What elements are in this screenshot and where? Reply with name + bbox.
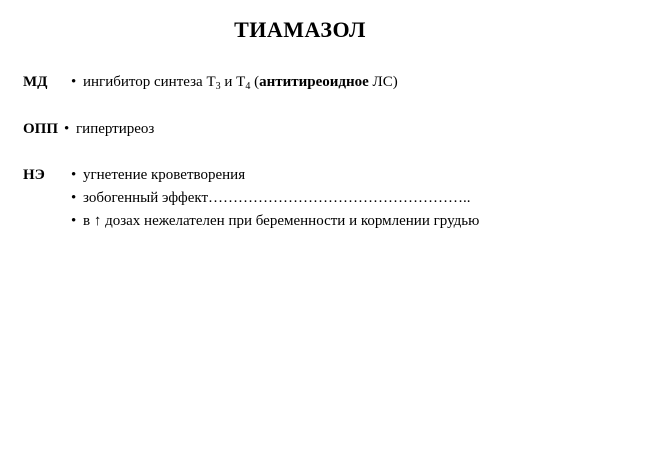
section-label-opp: ОПП [23, 121, 59, 137]
bullet-icon: • [71, 213, 77, 229]
ne-list [71, 164, 479, 233]
md-item-prefix: ингибитор синтеза Т [83, 74, 216, 90]
list-item [64, 118, 154, 141]
bullet-icon: • [71, 167, 77, 183]
page-title: ТИАМАЗОЛ [234, 17, 366, 42]
bullet-icon: • [71, 190, 77, 206]
ne-item-text: зобогенный эффект…………………………………………….. [83, 190, 471, 206]
md-item-and: и Т [220, 74, 246, 90]
list-item [71, 71, 398, 94]
md-item-suffix: ЛС) [368, 74, 398, 90]
opp-list [64, 118, 154, 141]
subscript-3: 3 [215, 81, 221, 92]
section-label-md: МД [23, 74, 48, 90]
md-item-text [83, 71, 398, 94]
bullet-icon: • [64, 121, 70, 137]
md-list [71, 71, 398, 94]
ne-item-text: угнетение кроветворения [83, 167, 246, 183]
list-item [71, 187, 479, 210]
section-md [23, 71, 623, 94]
bullet-icon: • [71, 74, 77, 90]
md-item-bold-word: антитиреоидное [259, 74, 369, 90]
section-opp [23, 118, 623, 141]
list-item [71, 210, 479, 233]
ne-item-text: в ↑ дозах нежелателен при беременности и кормлении грудью [83, 213, 480, 229]
list-item [71, 164, 479, 187]
section-label-ne: НЭ [23, 167, 45, 183]
md-item-open-paren: ( [250, 74, 260, 90]
opp-item-text: гипертиреоз [76, 121, 155, 137]
section-ne [23, 164, 623, 233]
subscript-4: 4 [245, 81, 251, 92]
